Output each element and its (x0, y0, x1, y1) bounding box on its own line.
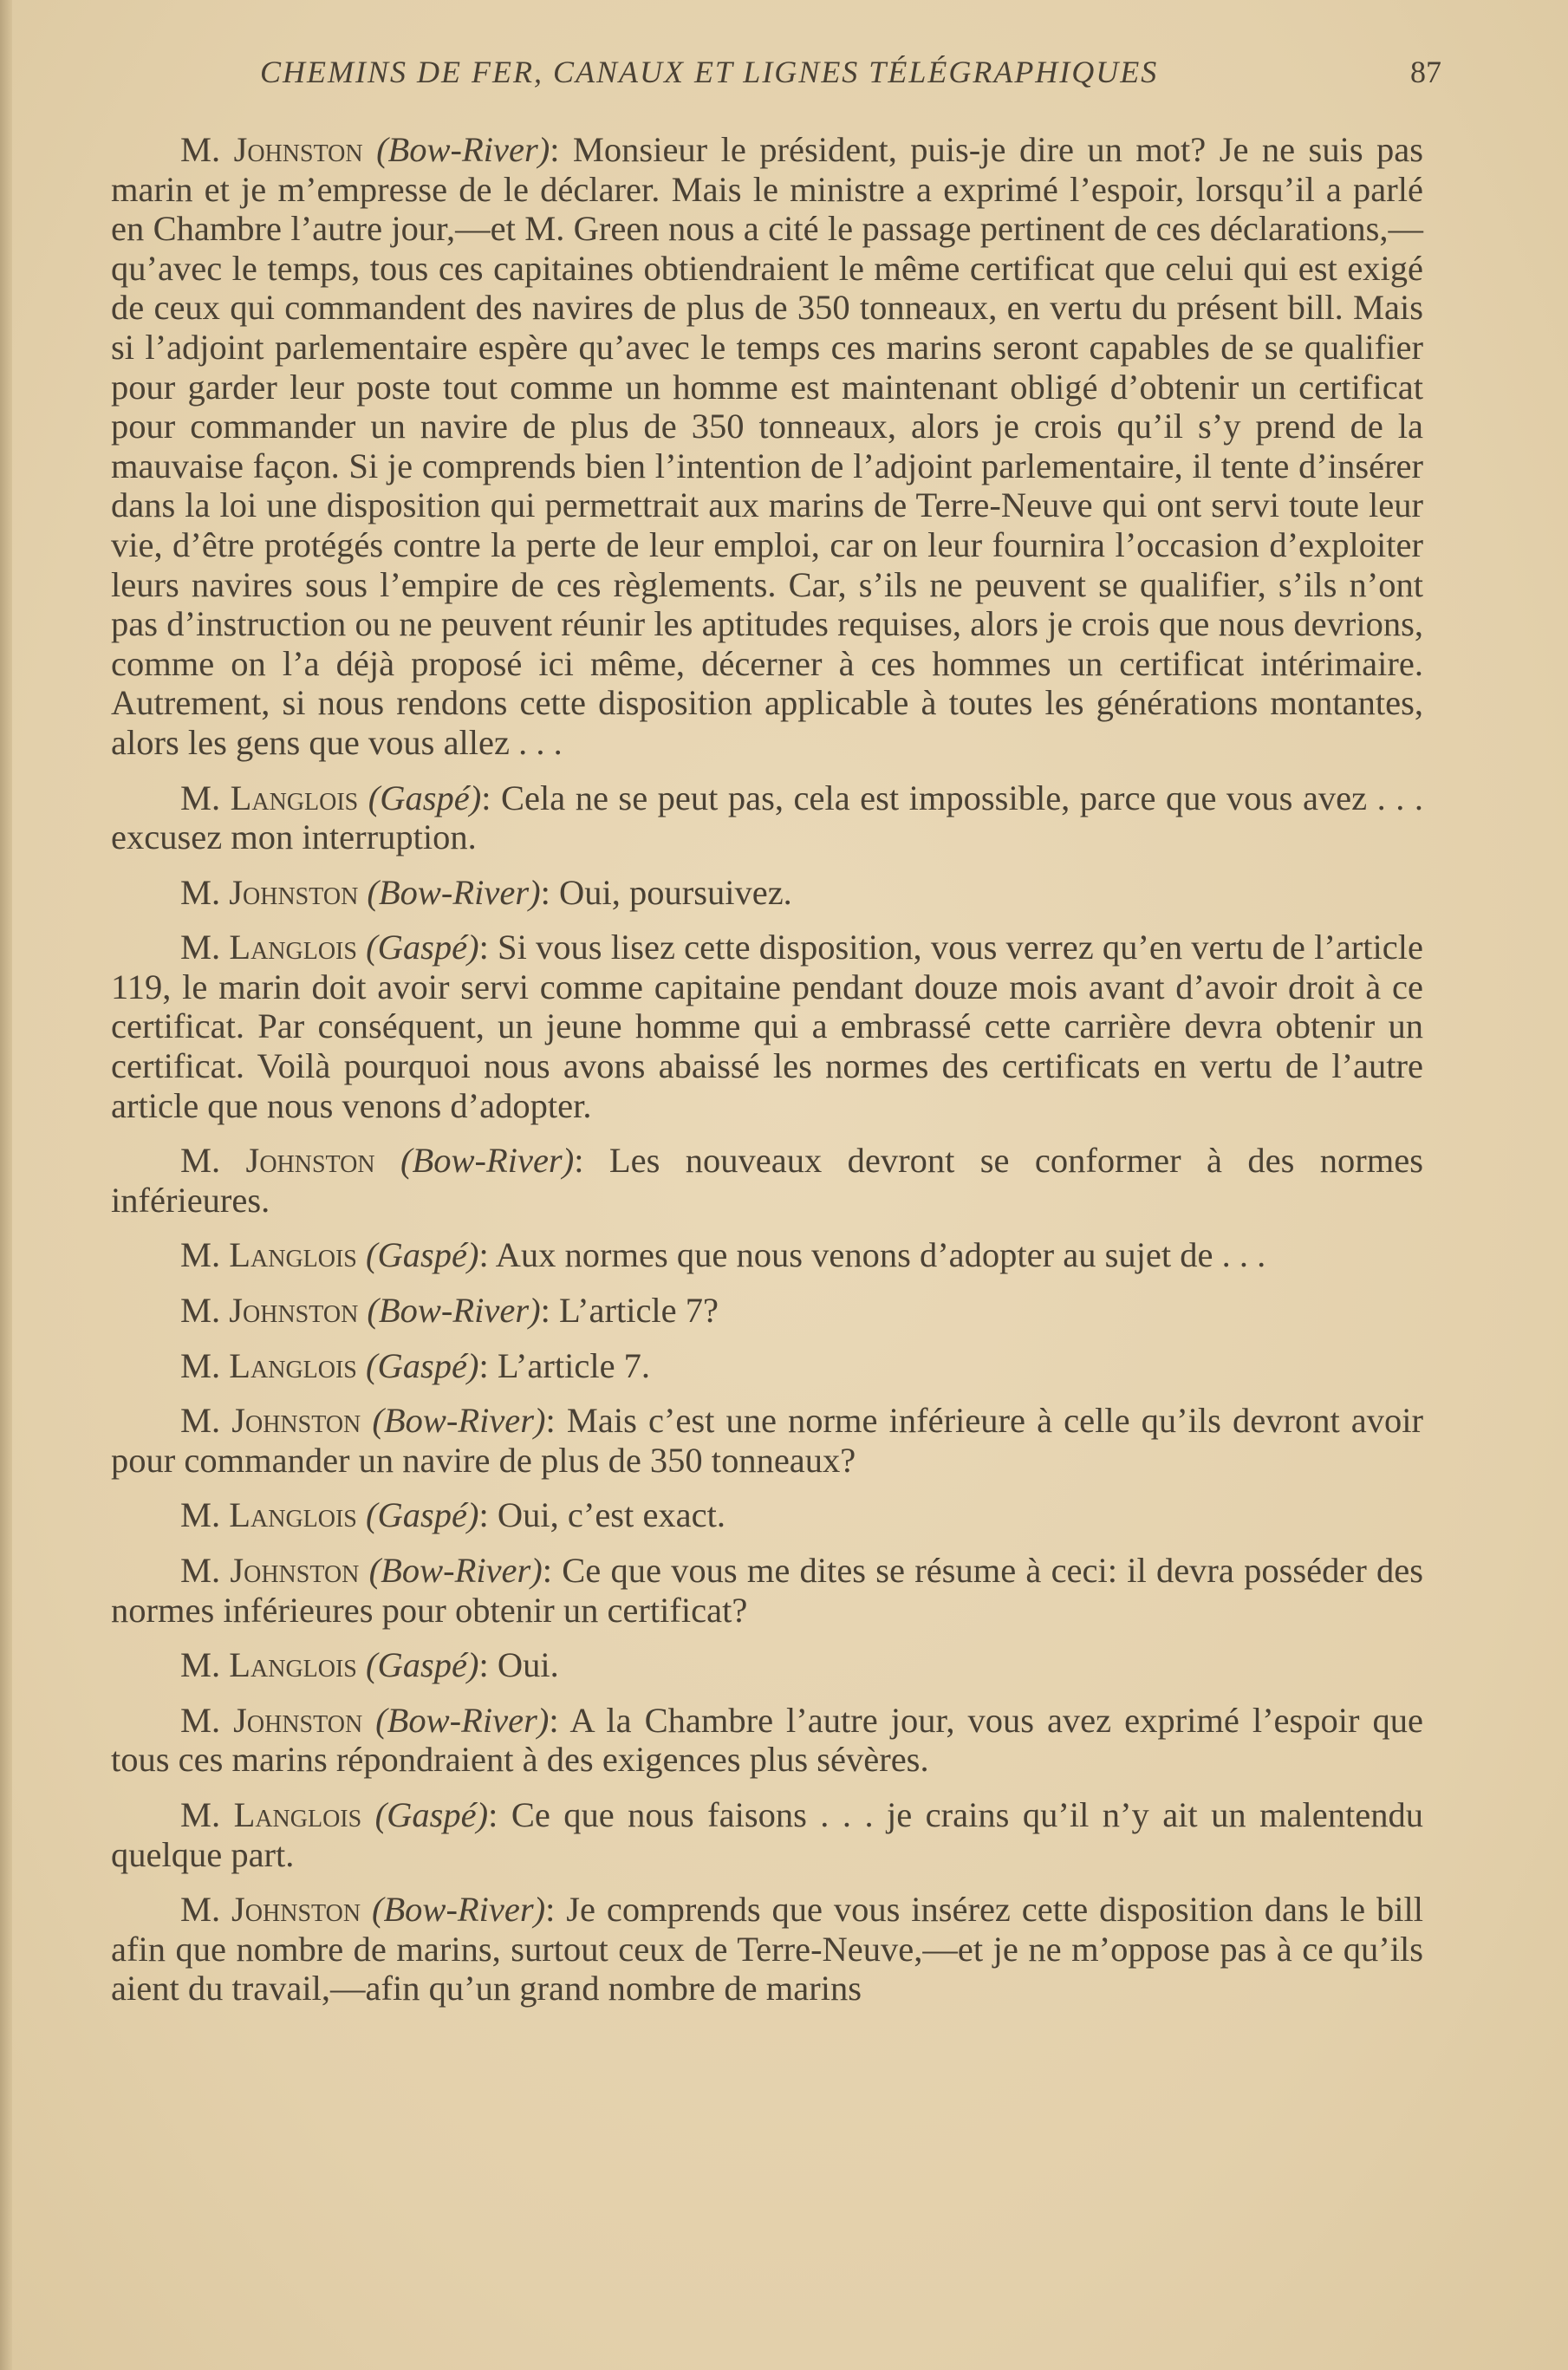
speech-paragraph (111, 1141, 1423, 1220)
speaker-riding: (Bow-River) (368, 1551, 543, 1590)
speech-paragraph (111, 873, 1423, 913)
speech-text: : Monsieur le président, puis-je dire un mot? Je ne suis pas marin et je m’empresse de le déclarer. Mais le ministre a exprimé l’espoir, lorsqu’il a parlé en Chambre l’autre jour,—et M. Green nous a cité le passage pertinent de ces déclarations,—qu’avec le temps, tous ces capitaines obtiendraient le même certificat que celui qui est exigé de ceux qui commandent des navires de plus de 350 tonneaux, en vertu du présent bill. Mais si l’adjoint parlementaire espère qu’avec le temps ces marins seront capables de se qualifier pour garder leur poste tout comme un homme est maintenant obligé d’obtenir un certificat pour commander un navire de plus de 350 tonneaux, alors je crois qu’il s’y prend de la mauvaise façon. Si je comprends bien l’intention de l’adjoint parlementaire, il tente d’insérer dans la loi une disposition qui permettrait aux marins de Terre-Neuve qui ont servi toute leur vie, d’être protégés contre la perte de leur emploi, car on leur fournira l’occasion d’exploiter leurs navires sous l’empire de ces règlements. Car, s’ils ne peuvent se qualifier, s’ils n’ont pas d’instruction ou ne peuvent réunir les aptitudes requises, alors je crois que nous devrions, comme on l’a déjà proposé ici même, décerner à ces hommes un certificat intérimaire. Autrement, si nous rendons cette disposition applicable à toutes les générations montantes, alors les gens que vous allez . . . (111, 130, 1424, 762)
speech-text: : Aux normes que nous venons d’adopter au sujet de . . . (478, 1235, 1266, 1275)
speaker-name: M. Johnston (180, 130, 363, 169)
speech-paragraph (111, 1701, 1423, 1780)
speaker-riding: (Bow-River) (375, 1700, 550, 1740)
speech-text: : Oui, poursuivez. (540, 872, 792, 912)
speech-paragraph (111, 130, 1423, 763)
speaker-name: M. Johnston (180, 1141, 375, 1181)
speech-text: : Oui. (478, 1645, 559, 1685)
speech-text: : Les nouveaux devront se conformer à des normes inférieures. (111, 1141, 1424, 1220)
speech-text: : L’article 7? (540, 1291, 719, 1331)
transcript-body (111, 130, 1423, 2024)
speaker-riding: (Gaspé) (366, 1345, 479, 1385)
speaker-name: M. Johnston (180, 1401, 361, 1441)
speaker-name: M. Johnston (180, 1700, 363, 1740)
speech-text: : A la Chambre l’autre jour, vous avez exprimé l’espoir que tous ces marins répondraient à des exigences plus sévères. (111, 1700, 1423, 1780)
speech-text: : Je comprends que vous insérez cette disposition dans le bill afin que nombre de marins, surtout ceux de Terre-Neuve,—et je ne m’oppose pas à ce qu’ils aient du travail,—afin qu’un grand nombre de marins (111, 1890, 1424, 2009)
speech-text: : Cela ne se peut pas, cela est impossible, parce que vous avez . . . excusez mon interruption. (111, 778, 1423, 857)
speaker-name: M. Langlois (180, 1235, 357, 1275)
speaker-name: M. Johnston (180, 1890, 361, 1930)
speech-paragraph (111, 928, 1423, 1125)
speech-paragraph (111, 1890, 1423, 2009)
speaker-name: M. Langlois (180, 1794, 362, 1834)
speaker-riding: (Gaspé) (366, 928, 479, 967)
speech-paragraph (111, 1551, 1423, 1630)
speech-paragraph (111, 1235, 1423, 1275)
speech-text: : Mais c’est une norme inférieure à celle qu’ils devront avoir pour commander un navire de plus de 350 tonneaux? (111, 1401, 1424, 1480)
speaker-riding: (Gaspé) (366, 1645, 479, 1685)
speaker-riding: (Gaspé) (366, 1235, 479, 1275)
speaker-riding: (Gaspé) (368, 778, 482, 817)
speaker-riding: (Bow-River) (376, 130, 550, 169)
speaker-riding: (Bow-River) (400, 1141, 575, 1181)
speech-text: : Ce que vous me dites se résume à ceci: il devra posséder des normes inférieures pour obtenir un certificat? (111, 1551, 1424, 1630)
speaker-name: M. Johnston (180, 1291, 359, 1331)
page-number: 87 (1410, 55, 1441, 89)
speaker-riding: (Bow-River) (372, 1401, 546, 1441)
speaker-riding: (Gaspé) (366, 1495, 479, 1535)
speaker-riding: (Bow-River) (367, 1291, 541, 1331)
speaker-riding: (Bow-River) (367, 872, 541, 912)
speaker-riding: (Bow-River) (371, 1890, 546, 1930)
running-title: CHEMINS DE FER, CANAUX ET LIGNES TÉLÉGRAPHIQUES (260, 55, 1159, 89)
speaker-name: M. Langlois (180, 1495, 357, 1535)
speaker-name: M. Langlois (180, 1345, 357, 1385)
speech-paragraph (111, 1401, 1423, 1480)
speech-paragraph (111, 1795, 1423, 1874)
speech-paragraph (111, 1291, 1423, 1331)
speaker-riding: (Gaspé) (374, 1794, 489, 1834)
speech-paragraph (111, 1495, 1423, 1535)
speaker-name: M. Johnston (180, 872, 359, 912)
speech-paragraph (111, 778, 1423, 857)
speech-text: : L’article 7. (478, 1345, 651, 1385)
speaker-name: M. Langlois (180, 928, 357, 967)
speaker-name: M. Langlois (180, 778, 359, 817)
speech-paragraph (111, 1346, 1423, 1386)
speech-paragraph (111, 1645, 1423, 1685)
speaker-name: M. Langlois (180, 1645, 357, 1685)
speech-text: : Ce que nous faisons . . . je crains qu’il n’y ait un malentendu quelque part. (111, 1794, 1423, 1874)
speech-text: : Oui, c’est exact. (478, 1495, 725, 1535)
page-header (260, 54, 1441, 106)
page-binding-edge (0, 0, 12, 2370)
speaker-name: M. Johnston (180, 1551, 360, 1590)
speech-text: : Si vous lisez cette disposition, vous verrez qu’en vertu de l’article 119, le marin doit avoir servi comme capitaine pendant douze mois avant d’avoir droit à ce certificat. Par conséquent, un jeune homme qui a embrassé cette carrière devra obtenir un certificat. Voilà pourquoi nous avons abaissé les normes des certificats en vertu de l’autre article que nous venons d’adopter. (111, 928, 1423, 1125)
